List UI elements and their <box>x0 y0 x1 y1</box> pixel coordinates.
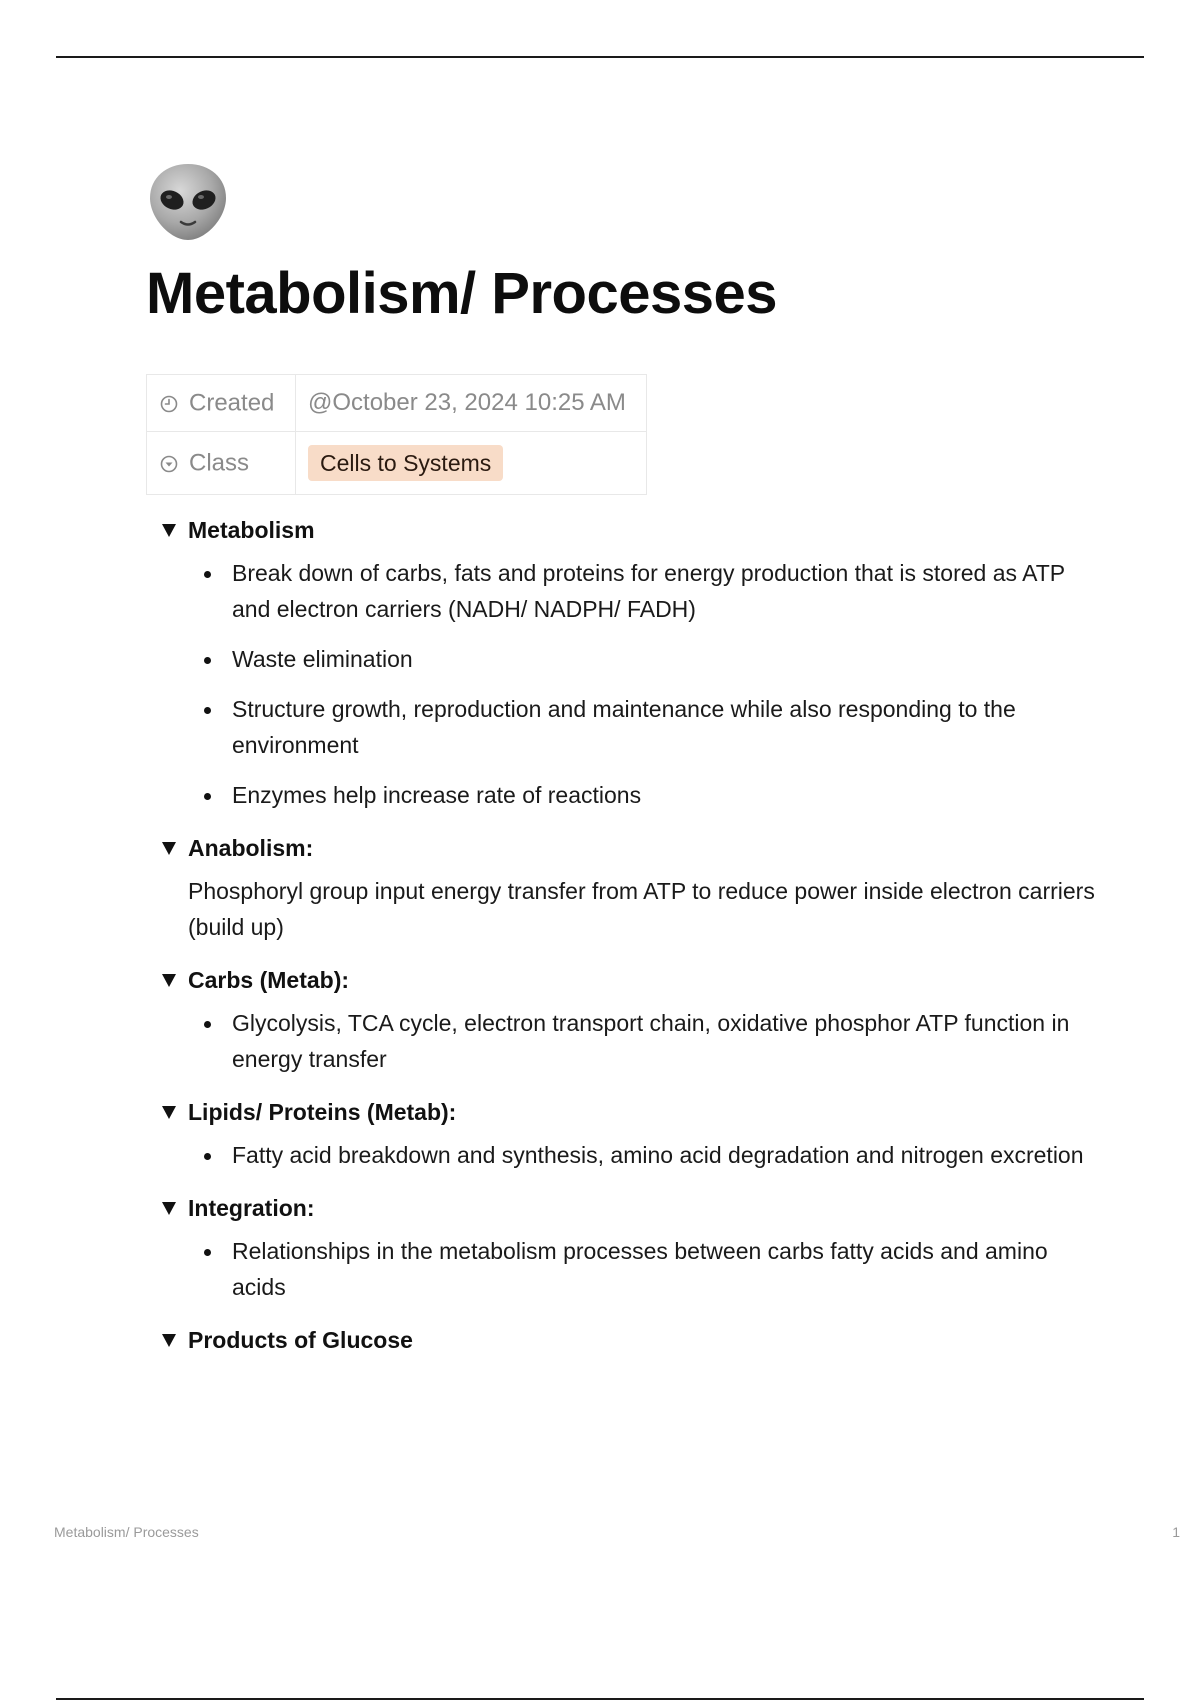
toggle-heading[interactable] <box>146 1095 1096 1129</box>
toggle-heading[interactable] <box>146 1191 1096 1225</box>
triangle-down-icon[interactable] <box>162 1334 176 1347</box>
toggle-metabolism <box>146 513 1096 813</box>
bullet-list <box>188 1005 1096 1077</box>
property-label: Created <box>189 389 275 417</box>
toggle-body <box>146 1005 1096 1077</box>
toggle-heading-text: Products of Glucose <box>188 1327 413 1353</box>
alien-emoji-icon[interactable] <box>146 160 230 244</box>
toggle-body <box>146 1233 1096 1305</box>
property-name-class[interactable] <box>147 432 296 495</box>
triangle-down-icon[interactable] <box>162 1106 176 1119</box>
property-value-created[interactable]: @October 23, 2024 10:25 AM <box>296 375 647 432</box>
list-item: Fatty acid breakdown and synthesis, amino acid degradation and nitrogen excretion <box>188 1137 1096 1173</box>
footer-title: Metabolism/ Processes <box>54 1524 199 1540</box>
bullet-list <box>188 1137 1096 1173</box>
property-name-created[interactable] <box>147 375 296 432</box>
list-item: Enzymes help increase rate of reactions <box>188 777 1096 813</box>
triangle-down-icon[interactable] <box>162 1202 176 1215</box>
toggle-carbs <box>146 963 1096 1077</box>
toggle-heading-text: Integration: <box>188 1195 315 1221</box>
bullet-list <box>188 1233 1096 1305</box>
toggle-lipids-proteins <box>146 1095 1096 1173</box>
triangle-down-icon[interactable] <box>162 524 176 537</box>
toggle-heading-text: Metabolism <box>188 517 315 543</box>
list-item: Glycolysis, TCA cycle, electron transport chain, oxidative phosphor ATP function in energy transfer <box>188 1005 1096 1077</box>
paragraph: Phosphoryl group input energy transfer from ATP to reduce power inside electron carriers (build up) <box>188 878 1095 940</box>
toggle-heading-text: Lipids/ Proteins (Metab): <box>188 1099 457 1125</box>
property-row-created <box>147 375 647 432</box>
properties-table <box>146 374 647 495</box>
toggle-body <box>146 1137 1096 1173</box>
toggle-anabolism <box>146 831 1096 945</box>
list-item: Relationships in the metabolism processes between carbs fatty acids and amino acids <box>188 1233 1096 1305</box>
bullet-list <box>188 555 1096 813</box>
top-rule <box>56 56 1144 58</box>
toggle-heading[interactable] <box>146 1323 1096 1357</box>
toggle-heading-text: Anabolism: <box>188 835 314 861</box>
toggle-heading[interactable] <box>146 831 1096 865</box>
list-item: Waste elimination <box>188 641 1096 677</box>
triangle-down-icon[interactable] <box>162 842 176 855</box>
footer-page-number: 1 <box>1172 1524 1180 1540</box>
toggle-heading-text: Carbs (Metab): <box>188 967 350 993</box>
list-item: Structure growth, reproduction and maintenance while also responding to the environment <box>188 691 1096 763</box>
document-page <box>146 160 1096 1357</box>
toggle-heading[interactable] <box>146 513 1096 547</box>
property-row-class <box>147 432 647 495</box>
property-value-class[interactable] <box>296 432 647 495</box>
toggle-heading[interactable] <box>146 963 1096 997</box>
triangle-down-icon[interactable] <box>162 974 176 987</box>
page-title: Metabolism/ Processes <box>146 261 778 326</box>
toggle-products-of-glucose <box>146 1323 1096 1357</box>
class-tag[interactable]: Cells to Systems <box>308 445 503 481</box>
property-label: Class <box>189 449 250 477</box>
clock-icon <box>159 394 179 414</box>
list-item: Break down of carbs, fats and proteins for energy production that is stored as ATP and electron carriers (NADH/ NADPH/ FADH) <box>188 555 1096 627</box>
select-icon <box>159 454 179 474</box>
toggle-body <box>146 555 1096 813</box>
toggle-integration <box>146 1191 1096 1305</box>
toggle-body <box>146 873 1096 945</box>
